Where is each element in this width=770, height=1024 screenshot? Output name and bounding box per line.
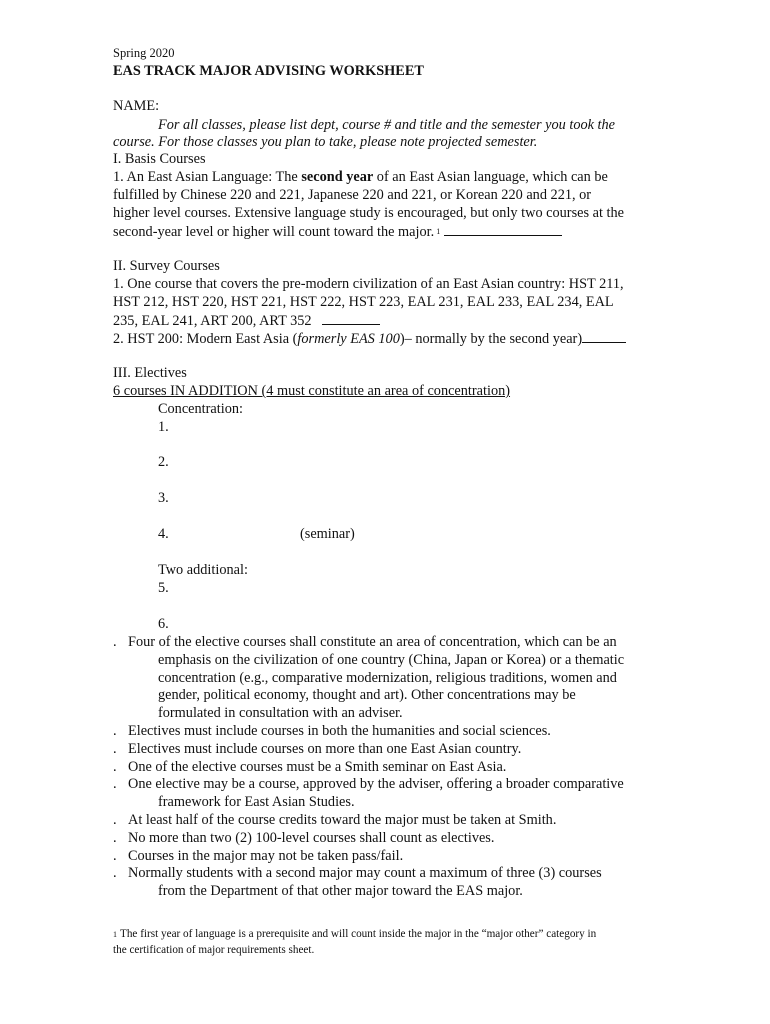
semester-label: Spring 2020	[113, 46, 175, 60]
survey-line-2: HST 212, HST 220, HST 221, HST 222, HST 223, EAL 231, EAL 233, EAL 234, EAL	[113, 294, 614, 310]
electives-heading: III. Electives	[113, 365, 187, 381]
elective-item-6: 6.	[158, 616, 169, 632]
name-label: NAME:	[113, 98, 160, 114]
rule-bullet: .	[113, 758, 117, 775]
rule-text-line: concentration (e.g., comparative modernization, religious traditions, women and	[158, 669, 617, 686]
elective-item-3: 3.	[158, 490, 169, 506]
footnote-line-1: 1 The first year of language is a prerequisite and will count inside the major in the “major other” category in	[113, 928, 597, 940]
survey-line-3: 235, EAL 241, ART 200, ART 352	[113, 312, 380, 330]
rule-text-line: Electives must include courses on more than one East Asian country.	[128, 740, 522, 757]
language-blank[interactable]	[444, 223, 562, 236]
rule-text-line: gender, political economy, thought and art). Other concentrations may be	[158, 687, 576, 704]
elective-item-1: 1.	[158, 419, 169, 435]
basis-line-3: higher level courses. Extensive language study is encouraged, but only two courses at the	[113, 205, 624, 221]
rule-bullet: .	[113, 776, 117, 793]
rule-text-line: Electives must include courses in both the humanities and social sciences.	[128, 723, 551, 739]
two-additional-label: Two additional:	[158, 562, 248, 578]
survey-blank-2[interactable]	[582, 330, 626, 343]
rule-text-line: Four of the elective courses shall constitute an area of concentration, which can be an	[128, 634, 617, 650]
rule-text-line: One elective may be a course, approved by the adviser, offering a broader comparative	[128, 776, 624, 793]
elective-item-5: 5.	[158, 580, 169, 596]
basis-heading: I. Basis Courses	[113, 151, 206, 167]
basis-line-2: fulfilled by Chinese 220 and 221, Japanese 220 and 221, or Korean 220 and 221, or	[113, 187, 592, 203]
rule-text-line: from the Department of that other major toward the EAS major.	[158, 883, 523, 900]
rule-bullet: .	[113, 723, 117, 739]
elective-item-4: 4.	[158, 526, 169, 542]
rule-text-line: One of the elective courses must be a Smith seminar on East Asia.	[128, 758, 507, 775]
rule-text-line: emphasis on the civilization of one country (China, Japan or Korea) or a thematic	[158, 651, 625, 668]
rule-text-line: At least half of the course credits toward the major must be taken at Smith.	[128, 812, 557, 828]
footnote-line-2: the certification of major requirements sheet.	[113, 944, 315, 956]
concentration-label: Concentration:	[158, 401, 243, 417]
elective-item-2: 2.	[158, 454, 169, 470]
rule-bullet: .	[113, 829, 117, 846]
rule-bullet: .	[113, 740, 117, 757]
rule-bullet: .	[113, 847, 117, 864]
rule-text-line: Normally students with a second major may count a maximum of three (3) courses	[128, 865, 602, 882]
rule-bullet: .	[113, 865, 117, 882]
electives-subheading: 6 courses IN ADDITION (4 must constitute an area of concentration)	[113, 383, 511, 399]
rule-text-line: Courses in the major may not be taken pass/fail.	[128, 847, 404, 864]
footnote-ref: 1	[436, 227, 441, 236]
rule-text-line: No more than two (2) 100-level courses shall count as electives.	[128, 829, 495, 846]
basis-line-1: 1. An East Asian Language: The second year of an East Asian language, which can be	[113, 169, 608, 185]
rule-text-line: framework for East Asian Studies.	[158, 794, 355, 811]
rule-text-line: formulated in consultation with an adviser.	[158, 705, 403, 722]
rule-bullet: .	[113, 634, 117, 650]
survey-heading: II. Survey Courses	[113, 258, 220, 274]
instructions-line-2: course. For those classes you plan to take, please note projected semester.	[113, 134, 538, 150]
rule-bullet: .	[113, 812, 117, 828]
instructions-line-1: For all classes, please list dept, course # and title and the semester you took the	[158, 117, 616, 133]
survey-line-1: 1. One course that covers the pre-modern civilization of an East Asian country: HST 211,	[113, 276, 624, 292]
basis-line-4: second-year level or higher will count toward the major. $^1$	[113, 223, 562, 241]
survey-blank-1[interactable]	[322, 312, 380, 325]
page-title: EAS TRACK MAJOR ADVISING WORKSHEET	[113, 63, 424, 79]
survey-line-4: 2. HST 200: Modern East Asia (formerly EAS 100)– normally by the second year)	[113, 330, 626, 348]
seminar-label: (seminar)	[300, 526, 355, 542]
